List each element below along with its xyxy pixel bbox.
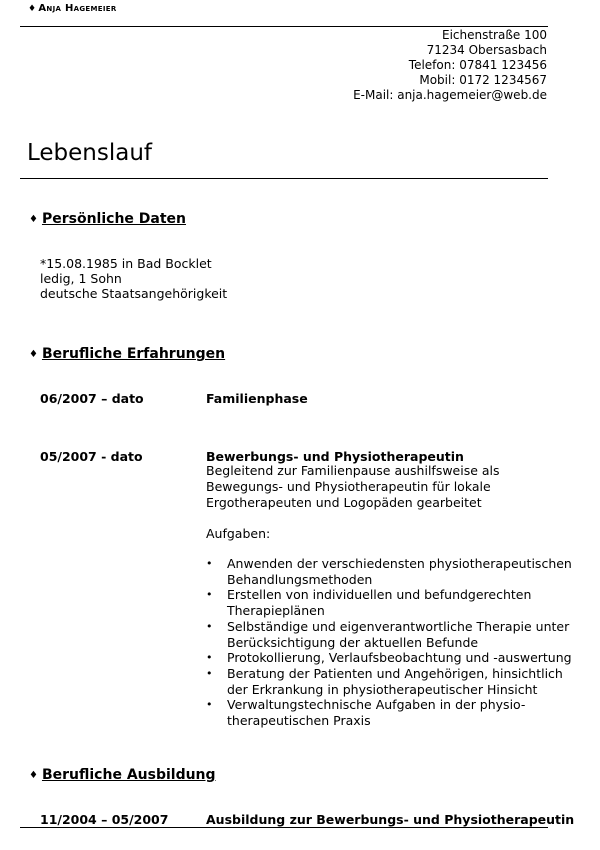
address-mobile: Mobil: 0172 1234567 [419,73,547,87]
address-block [353,28,547,103]
experience-date: 05/2007 - dato [40,449,143,464]
description-line: Begleitend zur Familienpause aushilfsweise als [206,463,500,478]
diamond-icon: ♦ [29,770,38,781]
bullet-icon: • [206,666,213,680]
experience-role: Familienphase [206,391,308,406]
bullet-icon: • [206,619,213,633]
header-name-text: Anja Hagemeier [38,3,117,14]
footer-divider [20,827,548,828]
diamond-icon: ♦ [29,214,38,225]
personal-details [40,256,227,301]
header-divider [20,26,548,27]
task-text: Erstellen von individuellen und befundgerechten Therapieplänen [227,587,532,619]
education-date: 11/2004 – 05/2007 [40,812,169,827]
task-text: Beratung der Patienten und Angehörigen, hinsichtlich der Erkrankung in physiotherapeutischer Hinsicht [227,665,563,697]
bullet-icon: • [206,698,213,712]
education-role: Ausbildung zur Bewerbungs- und Physiotherapeutin [206,812,575,827]
section-heading-text: Berufliche Erfahrungen [41,346,226,362]
address-street: Eichenstraße 100 [441,28,547,42]
bullet-icon: • [206,651,213,665]
personal-line-birth: *15.08.1985 in Bad Bocklet [40,256,212,271]
task-text: Selbständige und eigenverantwortliche Therapie unter Berücksichtigung der aktuellen Befunde [227,618,570,650]
personal-line-status: ledig, 1 Sohn [40,271,122,286]
experience-role: Bewerbungs- und Physiotherapeutin [206,449,464,464]
list-item [206,587,586,618]
list-item [206,697,586,728]
tasks-label: Aufgaben: [206,526,271,541]
list-item [206,650,586,666]
address-phone: Telefon: 07841 123456 [408,58,547,72]
diamond-icon: ♦ [29,349,38,360]
diamond-icon: ♦ [28,4,37,14]
task-text: Verwaltungstechnische Aufgaben in der physio-therapeutischen Praxis [227,697,526,729]
page-title: Lebenslauf [27,140,153,166]
bullet-icon: • [206,588,213,602]
section-heading-text: Persönliche Daten [41,211,187,227]
header-name [28,3,117,14]
address-email: E-Mail: anja.hagemeier@web.de [353,88,547,102]
description-line: Bewegungs- und Physiotherapeutin für lokale [206,479,491,494]
list-item [206,556,586,587]
address-city: 71234 Obersasbach [426,43,547,57]
experience-date: 06/2007 – dato [40,391,144,406]
task-text: Protokollierung, Verlaufsbeobachtung und -auswertung [227,650,572,666]
description-line: Ergotherapeuten und Logopäden gearbeitet [206,495,482,510]
section-heading-text: Berufliche Ausbildung [41,767,216,783]
list-item [206,619,586,650]
section-heading-personal [29,211,186,227]
title-divider [20,178,548,179]
bullet-icon: • [206,557,213,570]
list-item [206,666,586,697]
section-heading-education [29,767,216,783]
section-heading-experience [29,346,225,362]
personal-line-nationality: deutsche Staatsangehörigkeit [40,286,228,301]
experience-description [206,463,500,511]
task-list [206,556,586,729]
task-text: Anwenden der verschiedensten physiotherapeutischen Behandlungsmethoden [227,556,572,587]
